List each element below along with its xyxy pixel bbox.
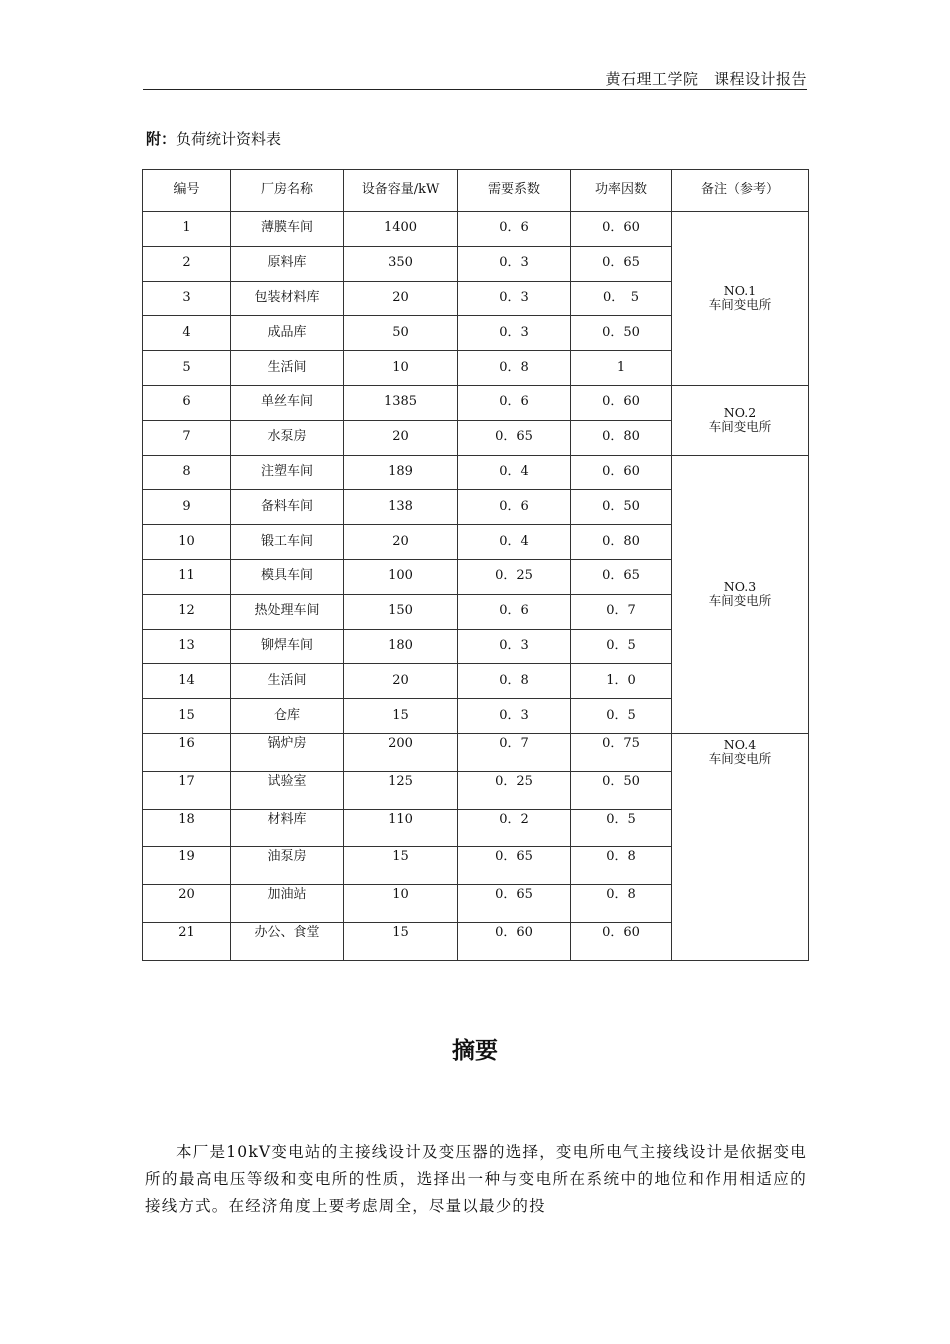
cell-demand-factor: 0．3: [458, 316, 571, 351]
cell-power-factor: 1: [571, 351, 672, 386]
column-header: 设备容量/kW: [344, 170, 458, 212]
cell-name: 办公、食堂: [231, 922, 344, 960]
cell-capacity: 350: [344, 246, 458, 281]
cell-name: 加油站: [231, 885, 344, 923]
cell-power-factor: 0． 5: [571, 281, 672, 316]
cell-power-factor: 0．7: [571, 594, 672, 629]
cell-no: 6: [143, 385, 231, 420]
cell-demand-factor: 0．6: [458, 212, 571, 247]
cell-name: 生活间: [231, 351, 344, 386]
cell-demand-factor: 0．4: [458, 525, 571, 560]
cell-no: 7: [143, 420, 231, 455]
cell-name: 锻工车间: [231, 525, 344, 560]
remark-line2: 车间变电所: [708, 297, 772, 313]
cell-capacity: 15: [344, 847, 458, 885]
cell-name: 材料库: [231, 809, 344, 847]
cell-capacity: 200: [344, 733, 458, 771]
cell-capacity: 10: [344, 885, 458, 923]
cell-capacity: 10: [344, 351, 458, 386]
cell-capacity: 1385: [344, 385, 458, 420]
cell-demand-factor: 0．60: [458, 922, 571, 960]
cell-demand-factor: 0．7: [458, 733, 571, 771]
cell-demand-factor: 0．65: [458, 885, 571, 923]
cell-no: 3: [143, 281, 231, 316]
cell-capacity: 15: [344, 922, 458, 960]
cell-no: 10: [143, 525, 231, 560]
column-header: 编号: [143, 170, 231, 212]
cell-demand-factor: 0．8: [458, 664, 571, 699]
cell-no: 2: [143, 246, 231, 281]
cell-demand-factor: 0．6: [458, 594, 571, 629]
cell-demand-factor: 0．25: [458, 771, 571, 809]
header-text: 黄石理工学院 课程设计报告: [605, 70, 807, 88]
cell-power-factor: 0．60: [571, 455, 672, 490]
cell-capacity: 125: [344, 771, 458, 809]
cell-no: 15: [143, 699, 231, 734]
cell-power-factor: 0．50: [571, 490, 672, 525]
cell-capacity: 20: [344, 281, 458, 316]
cell-capacity: 150: [344, 594, 458, 629]
table-row: [143, 455, 809, 490]
cell-power-factor: 0．5: [571, 809, 672, 847]
remark-substation-3: [672, 455, 809, 733]
cell-capacity: 20: [344, 420, 458, 455]
remark-substation-1: [672, 212, 809, 386]
cell-power-factor: 0．65: [571, 246, 672, 281]
cell-power-factor: 0．50: [571, 316, 672, 351]
cell-capacity: 20: [344, 525, 458, 560]
cell-no: 4: [143, 316, 231, 351]
cell-name: 试验室: [231, 771, 344, 809]
remark-substation-4: [672, 733, 809, 960]
cell-no: 20: [143, 885, 231, 923]
cell-power-factor: 1．0: [571, 664, 672, 699]
cell-name: 原料库: [231, 246, 344, 281]
cell-name: 模具车间: [231, 559, 344, 594]
cell-capacity: 180: [344, 629, 458, 664]
remark-line2: 车间变电所: [708, 593, 772, 609]
cell-demand-factor: 0．3: [458, 629, 571, 664]
column-header: 备注（参考）: [672, 170, 809, 212]
cell-name: 备料车间: [231, 490, 344, 525]
cell-no: 1: [143, 212, 231, 247]
cell-name: 单丝车间: [231, 385, 344, 420]
table-row: [143, 385, 809, 420]
cell-capacity: 20: [344, 664, 458, 699]
cell-name: 薄膜车间: [231, 212, 344, 247]
cell-name: 锅炉房: [231, 733, 344, 771]
remark-line1: NO.2: [723, 404, 757, 420]
table-header-row: [143, 170, 809, 212]
cell-demand-factor: 0．2: [458, 809, 571, 847]
cell-capacity: 1400: [344, 212, 458, 247]
cell-power-factor: 0．80: [571, 525, 672, 560]
column-header: 需要系数: [458, 170, 571, 212]
remark-line1: NO.3: [723, 578, 757, 594]
cell-power-factor: 0．5: [571, 629, 672, 664]
cell-capacity: 138: [344, 490, 458, 525]
cell-name: 成品库: [231, 316, 344, 351]
cell-demand-factor: 0．3: [458, 699, 571, 734]
cell-demand-factor: 0．8: [458, 351, 571, 386]
cell-capacity: 15: [344, 699, 458, 734]
cell-demand-factor: 0．6: [458, 490, 571, 525]
page-header: [143, 64, 807, 90]
cell-capacity: 50: [344, 316, 458, 351]
cell-no: 5: [143, 351, 231, 386]
cell-demand-factor: 0．4: [458, 455, 571, 490]
remark-line1: NO.1: [723, 283, 757, 299]
cell-power-factor: 0．50: [571, 771, 672, 809]
cell-capacity: 189: [344, 455, 458, 490]
cell-power-factor: 0．8: [571, 885, 672, 923]
abstract-body: 本厂是10kV变电站的主接线设计及变压器的选择，变电所电气主接线设计是依据变电所的最高电压等级和变电所的性质，选择出一种与变电所在系统中的地位和作用相适应的接线方式。在经济角度上要考虑周全，尽量以最少的投: [145, 1143, 807, 1215]
cell-power-factor: 0．60: [571, 922, 672, 960]
cell-power-factor: 0．60: [571, 385, 672, 420]
cell-no: 14: [143, 664, 231, 699]
cell-name: 仓库: [231, 699, 344, 734]
caption-prefix: 附：: [146, 130, 177, 148]
cell-no: 8: [143, 455, 231, 490]
cell-no: 18: [143, 809, 231, 847]
cell-no: 16: [143, 733, 231, 771]
remark-line1: NO.4: [723, 736, 757, 752]
cell-name: 注塑车间: [231, 455, 344, 490]
column-header: 厂房名称: [231, 170, 344, 212]
column-header: 功率因数: [571, 170, 672, 212]
cell-no: 13: [143, 629, 231, 664]
cell-demand-factor: 0．6: [458, 385, 571, 420]
abstract-title: 摘要: [452, 1038, 498, 1064]
cell-demand-factor: 0．25: [458, 559, 571, 594]
caption-title: 负荷统计资料表: [176, 130, 282, 148]
cell-power-factor: 0．80: [571, 420, 672, 455]
cell-name: 铆焊车间: [231, 629, 344, 664]
cell-no: 11: [143, 559, 231, 594]
cell-name: 油泵房: [231, 847, 344, 885]
cell-capacity: 100: [344, 559, 458, 594]
load-statistics-table: [142, 169, 809, 961]
cell-no: 19: [143, 847, 231, 885]
cell-power-factor: 0．65: [571, 559, 672, 594]
cell-power-factor: 0．60: [571, 212, 672, 247]
cell-power-factor: 0．8: [571, 847, 672, 885]
cell-name: 水泵房: [231, 420, 344, 455]
table-caption: [146, 128, 281, 149]
cell-demand-factor: 0．3: [458, 246, 571, 281]
cell-demand-factor: 0．3: [458, 281, 571, 316]
cell-name: 包装材料库: [231, 281, 344, 316]
cell-no: 21: [143, 922, 231, 960]
table-row: [143, 733, 809, 771]
cell-power-factor: 0．75: [571, 733, 672, 771]
cell-name: 生活间: [231, 664, 344, 699]
cell-no: 17: [143, 771, 231, 809]
cell-power-factor: 0．5: [571, 699, 672, 734]
cell-no: 9: [143, 490, 231, 525]
table-row: [143, 212, 809, 247]
cell-capacity: 110: [344, 809, 458, 847]
cell-name: 热处理车间: [231, 594, 344, 629]
remark-substation-2: [672, 385, 809, 455]
cell-demand-factor: 0．65: [458, 847, 571, 885]
remark-line2: 车间变电所: [708, 419, 772, 435]
remark-line2: 车间变电所: [708, 751, 772, 767]
cell-no: 12: [143, 594, 231, 629]
cell-demand-factor: 0．65: [458, 420, 571, 455]
